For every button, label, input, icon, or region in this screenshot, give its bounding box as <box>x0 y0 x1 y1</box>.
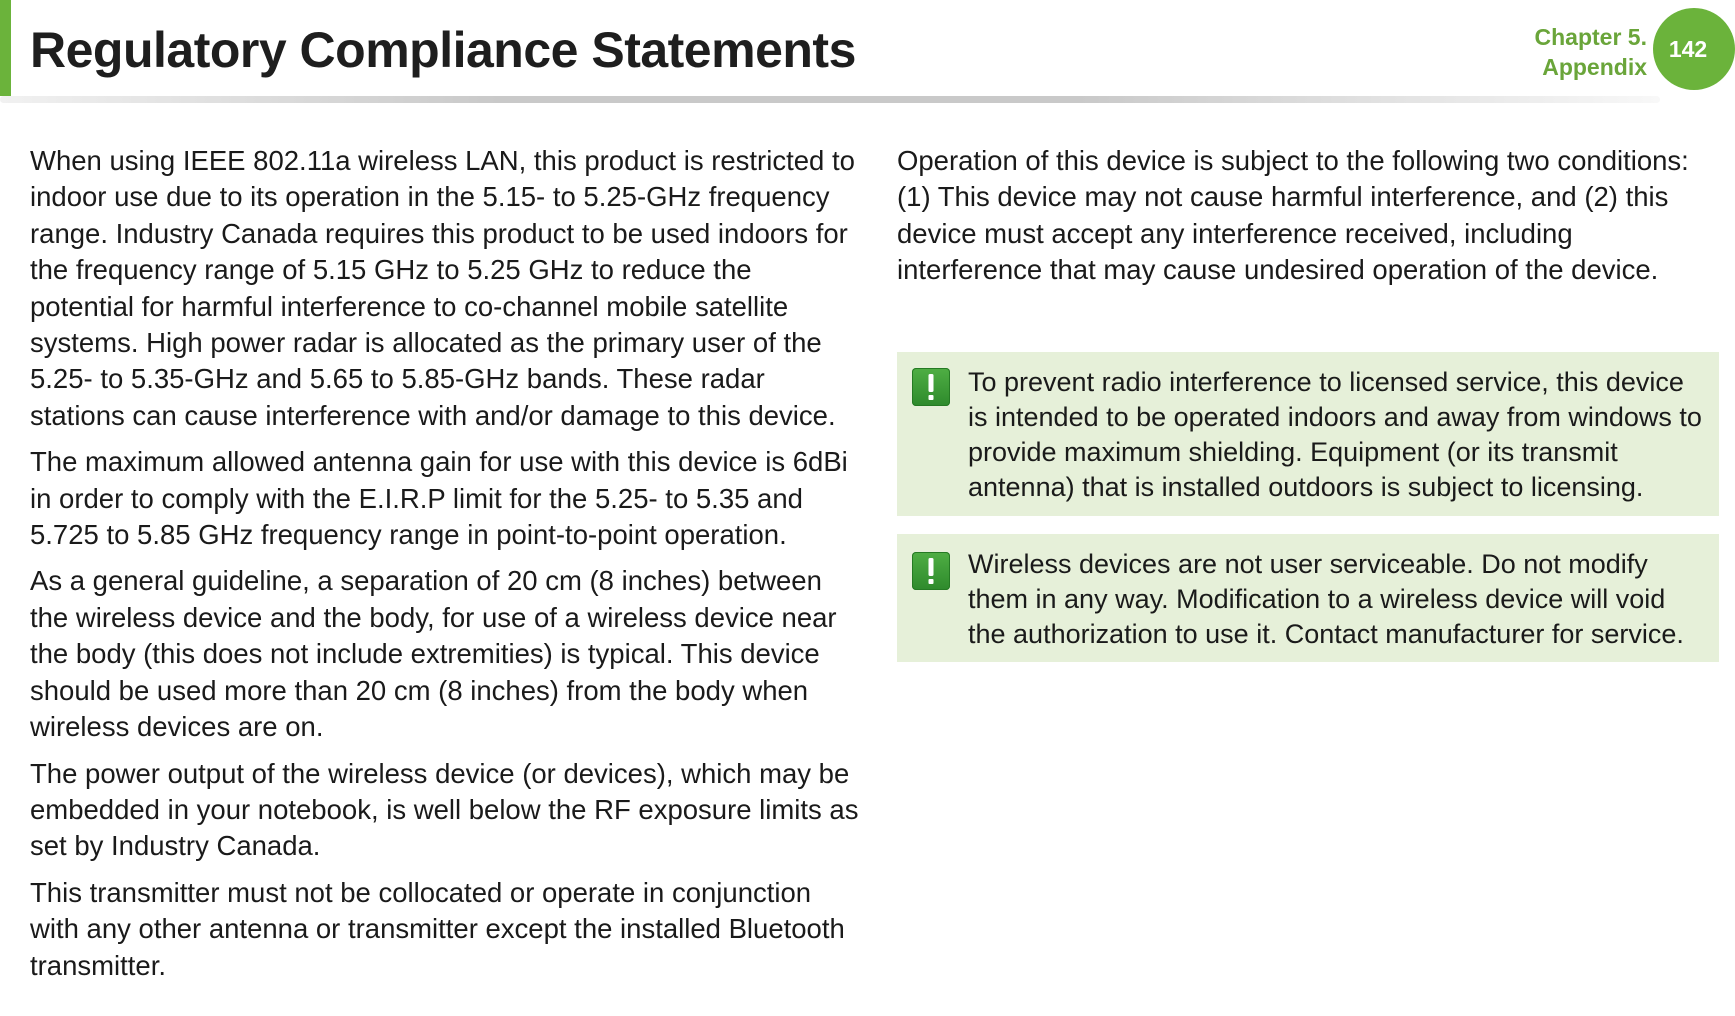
note-box-not-serviceable <box>897 534 1719 662</box>
note-text: Wireless devices are not user serviceable. Do not modify them in any way. Modification to a wireless device will void the authorization to use it. Contact manufacturer for service. <box>968 549 1684 649</box>
paragraph-collocation: This transmitter must not be collocated or operate in conjunction with any other antenna or transmitter except the installed Bluetooth transmitter. <box>30 876 845 981</box>
paragraph-operation-conditions: Operation of this device is subject to the following two conditions: (1) This device may not cause harmful interference, and (2) this device must accept any interference received, including interference that may cause undesired operation of the device. <box>897 145 1689 286</box>
paragraph-power-output: The power output of the wireless device (or devices), which may be embedded in your notebook, is well below the RF exposure limits as set by Industry Canada. <box>30 757 859 862</box>
right-column <box>897 143 1719 299</box>
note-text: To prevent radio interference to licensed service, this device is intended to be operated indoors and away from windows to provide maximum shielding. Equipment (or its transmit antenna) that is installed outdoors is subject to licensing. <box>968 367 1702 502</box>
exclamation-icon <box>912 552 950 590</box>
left-column <box>30 143 862 994</box>
paragraph-5ghz-restriction: When using IEEE 802.11a wireless LAN, this product is restricted to indoor use due to its operation in the 5.15- to 5.25-GHz frequency range. Industry Canada requires this product to be used indoors for the frequency range of 5.15 GHz to 5.25 GHz to reduce the potential for harmful interference to co-channel mobile satellite systems. High power radar is allocated as the primary user of the 5.25- to 5.35-GHz and 5.65 to 5.85-GHz bands. These radar stations can cause interference with and/or damage to this device. <box>30 145 855 431</box>
chapter-label <box>1535 22 1647 82</box>
paragraph-antenna-gain: The maximum allowed antenna gain for use with this device is 6dBi in order to comply with the E.I.R.P limit for the 5.25- to 5.35 and 5.725 to 5.85 GHz frequency range in point-to-point operation. <box>30 446 848 551</box>
chapter-name: Appendix <box>1542 54 1647 80</box>
paragraph-separation-guideline: As a general guideline, a separation of 20 cm (8 inches) between the wireless device and the body, for use of a wireless device near the body (this does not include extremities) is typical. This device should be used more than 20 cm (8 inches) from the body when wireless devices are on. <box>30 565 837 743</box>
header-divider <box>0 96 1660 103</box>
page-number-badge: 142 <box>1653 8 1735 90</box>
header-accent-bar <box>0 0 11 96</box>
exclamation-icon <box>912 368 950 406</box>
page-title: Regulatory Compliance Statements <box>30 22 856 78</box>
chapter-number: Chapter 5. <box>1534 24 1647 50</box>
note-box-radio-interference <box>897 352 1719 516</box>
